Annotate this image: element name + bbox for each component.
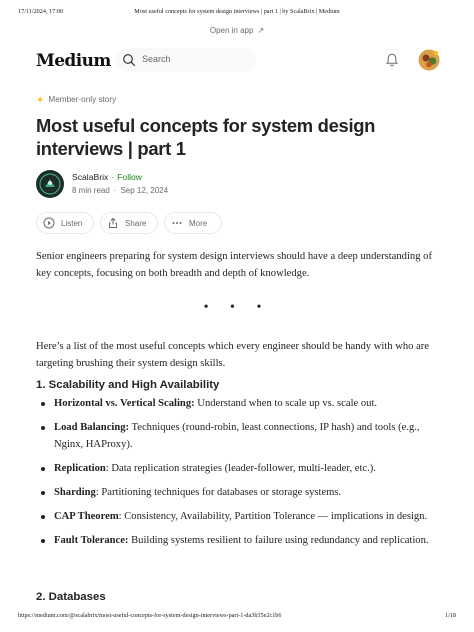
play-circle-icon — [43, 217, 55, 229]
list-item-term: Sharding — [54, 487, 96, 498]
star-icon: ✦ — [36, 95, 45, 106]
search-input[interactable] — [116, 48, 256, 72]
member-label: Member-only story — [48, 95, 117, 104]
more-button[interactable] — [164, 212, 222, 234]
listen-button[interactable] — [36, 212, 94, 234]
list-item-text: Techniques (round-robin, least connections, IP hash) and tools (e.g., Nginx, HAProxy). — [54, 422, 420, 450]
search-placeholder: Search — [142, 54, 171, 64]
member-only-badge — [36, 95, 116, 106]
list-item — [36, 532, 438, 549]
share-label: Share — [125, 218, 147, 228]
author-avatar[interactable] — [36, 170, 64, 198]
list-item — [36, 460, 438, 477]
bell-icon[interactable] — [384, 52, 400, 68]
listen-label: Listen — [61, 218, 83, 228]
list-item-term: Replication — [54, 463, 106, 474]
list-item — [36, 508, 438, 525]
search-icon — [122, 53, 136, 67]
print-datetime: 17/11/2024, 17:00 — [18, 8, 64, 15]
print-doc-title: Most useful concepts for system design interviews | part 1 | by ScalaBrix | Medium — [134, 8, 340, 15]
more-dots-icon — [171, 217, 183, 229]
share-button[interactable] — [100, 212, 158, 234]
list-item-text: : Consistency, Availability, Partition Tolerance — implications in design. — [118, 511, 428, 522]
publish-date: Sep 12, 2024 — [120, 186, 169, 195]
list-item-term: Fault Tolerance: — [54, 535, 129, 546]
intro-paragraph: Senior engineers preparing for system design interviews should have a deep understanding of key concepts, focusing on both breadth and depth of knowledge. — [36, 251, 432, 279]
medium-logo[interactable]: Medium — [36, 51, 111, 71]
list-item-text: : Data replication strategies (leader-follower, multi-leader, etc.). — [105, 463, 376, 474]
section-heading-scalability: 1. Scalability and High Availability — [36, 379, 220, 391]
article-meta — [72, 186, 168, 195]
article-action-bar — [36, 212, 226, 236]
user-avatar[interactable] — [418, 49, 440, 71]
list-item-term: Horizontal vs. Vertical Scaling: — [54, 398, 195, 409]
list-item-text: Understand when to scale up vs. scale out. — [194, 398, 378, 409]
follow-button[interactable]: Follow — [117, 172, 143, 182]
share-icon — [107, 217, 119, 229]
open-in-app-link[interactable] — [0, 26, 474, 35]
article-title: Most useful concepts for system design interviews | part 1 — [36, 115, 376, 159]
scalability-list — [36, 395, 438, 556]
author-row — [72, 172, 142, 182]
author-name[interactable]: ScalaBrix — [72, 172, 109, 182]
more-label: More — [189, 218, 208, 228]
list-item — [36, 484, 438, 501]
open-in-app-label: Open in app — [209, 26, 254, 35]
list-item — [36, 419, 438, 453]
print-footer — [18, 612, 456, 624]
list-item-text: : Partitioning techniques for databases or storage systems. — [95, 487, 342, 498]
dot-separator: · — [113, 186, 117, 195]
list-item-term: CAP Theorem — [54, 511, 119, 522]
print-page-number: 1/18 — [444, 612, 456, 619]
lead-paragraph: Here’s a list of the most useful concepts which every engineer should be handy with who are targeting brushing their system design skills. — [36, 341, 430, 369]
section-separator: • • • — [203, 300, 271, 315]
list-item-term: Load Balancing: — [54, 422, 130, 433]
list-item — [36, 395, 438, 412]
top-navigation — [0, 44, 474, 78]
dot-separator: · — [111, 172, 115, 182]
print-url: https://medium.com/@scalabrix/most-useful-concepts-for-system-design-interviews-part-1-da3b35e2c1b6 — [18, 612, 282, 619]
print-header — [18, 8, 456, 20]
read-time: 8 min read — [72, 186, 110, 195]
arrow-up-right-icon: ↗ — [257, 26, 265, 35]
list-item-text: Building systems resilient to failure using redundancy and replication. — [128, 535, 429, 546]
section-heading-databases: 2. Databases — [36, 591, 106, 603]
